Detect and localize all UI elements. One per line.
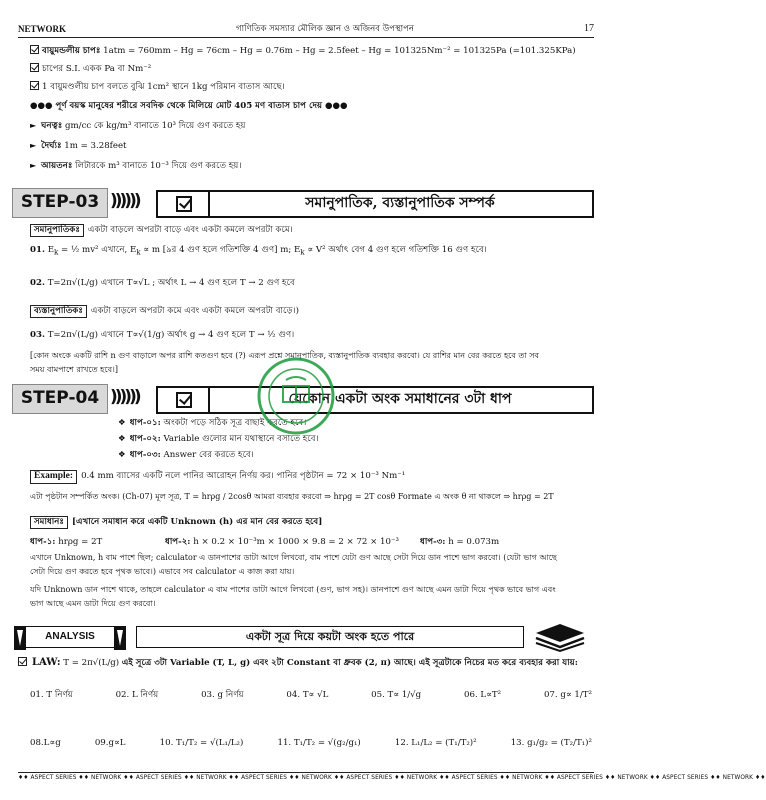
law-use-item: 02. L নির্ণয় xyxy=(115,690,159,700)
inverse-definition: ব্যস্তানুপাতিকঃ একটা বাড়লে অপরটা কমে এবং একটা কমলে অপরটা বাড়ে।) xyxy=(30,305,592,318)
one-atm-line: 1 বায়ুমণ্ডলীয় চাপ বলতে বুঝি 1cm² স্থানে 1kg পরিমান বাতাস আছে। xyxy=(30,81,592,93)
law-use-item: 01. T নির্ণয় xyxy=(30,690,73,700)
solution-heading: সমাধানঃ [এখানে সমাধান করে একটি Unknown (h) এর মান বের করতে হবে] xyxy=(30,516,592,529)
checkbox-icon xyxy=(30,45,39,54)
triangle-bullet-icon: ► xyxy=(30,161,37,170)
law-use-item: 10. T₁/T₂ = √(L₁/L₂) xyxy=(159,738,244,748)
note-line-1: [কোন অংকে একটি রাশি n গুণ বাড়ালে অপর রাশি কতগুণ হবে (?) এরূপ প্রশ্নে সমানুপাতিক, ব্যস্তানুপাতিক ব্যবহার করবো। যে রাশির মান বের করতে হবে তা সব xyxy=(30,351,539,360)
header-left: NETWORK xyxy=(18,23,67,34)
page-number: 17 xyxy=(583,22,594,34)
volume-line: ► আয়তনঃ লিটারকে m³ বানাতে 10⁻³ দিয়ে গুণ করতে হয়। xyxy=(30,161,242,171)
body-pressure-line: ●●● পূর্ণ বয়স্ক মানুষের শরীরে সবদিক থেকে মিলিয়ে মোট 405 মণ বাতাস চাপ দেয় ●●● xyxy=(30,101,348,111)
step-title: সমানুপাতিক, ব্যস্তানুপাতিক সম্পর্ক xyxy=(305,195,495,212)
explanation-line-2: সেটা দিয়ে গুণ করতে হবে পৃথক ভাবে।) এভাবে সব calculator এ কাজ করা যায়। xyxy=(30,567,295,576)
step-title-box xyxy=(156,386,594,414)
law-use-item: 05. T∝ 1/√g xyxy=(371,690,422,700)
proportional-definition: সমানুপাতিকঃ একটা বাড়লে অপরটা বাড়ে এবং একটা কমলে অপরটা কমে। xyxy=(30,224,592,237)
analysis-banner xyxy=(14,626,594,648)
note-line-2: সময় বামপাশে রাখতে হবে।] xyxy=(30,365,119,374)
diamond-bullet-icon: ❖ xyxy=(118,450,126,460)
solve-step-2: ধাপ-২: h × 0.2 × 10⁻³m × 1000 × 9.8 = 2 × 72 × 10⁻³ xyxy=(165,537,399,547)
solve-step-1: ধাপ-১: hrρg = 2T xyxy=(30,537,103,547)
law-use-item: 13. g₁/g₂ = (T₂/T₁)² xyxy=(510,738,592,748)
analysis-title: একটা সূত্র দিয়ে কয়টা অংক হতে পারে xyxy=(136,626,524,648)
example-03: 03. T=2π√(L/g) এখানে T∝√(1/g) অর্থাৎ g → 4 গুণ হলে T → ½ গুণ। xyxy=(30,330,295,340)
explanation-line-3: যদি Unknown ডান পাশে থাকে, তাহলে calculator এ বাম পাশের ডাটা আগে লিখবো (গুণ, ভাগ সহ)। ডানপাশে গুণ আছে এমন ডাটা দিয়ে পৃথক ভাবে ভাগ এবং xyxy=(30,585,556,594)
length-line: ► দৈর্ঘ্যঃ 1m = 3.28feet xyxy=(30,141,127,151)
step-title-box xyxy=(156,190,594,218)
checkbox-icon xyxy=(176,196,192,212)
arrow-chevrons: )))))) xyxy=(110,191,139,211)
page-footer: ♦♦ ASPECT SERIES ♦♦ NETWORK ♦♦ ASPECT SERIES ♦♦ NETWORK ♦♦ ASPECT SERIES ♦♦ NETWORK ♦♦ ASPECT SERIES ♦♦ NETWORK ♦♦ ASPECT SERIES ♦♦ NETWORK ♦♦ ASPECT SERIES ♦♦ NETWORK ♦♦ ASPECT SERIES ♦♦ NETWORK ♦♦ xyxy=(18,772,594,782)
law-uses-row-1 xyxy=(30,690,592,701)
law-use-item: 07. g∝ 1/T² xyxy=(543,690,592,700)
bracket-icon xyxy=(14,626,26,650)
explanation-line-4: ভাগ আছে এমন ডাটা দিয়ে গুণ করবো। xyxy=(30,599,156,608)
law-use-item: 04. T∝ √L xyxy=(286,690,329,700)
law-use-item: 08.L∝g xyxy=(30,738,61,748)
procedure-step-1: ❖ ধাপ-০১: অংকটা পড়ে সঠিক সূত্র বাছাই করতে হবে। xyxy=(118,418,307,428)
checkbox-icon xyxy=(30,81,39,90)
step-title: যেকোন একটা অংক সমাধানের ৩টা ধাপ xyxy=(288,391,512,408)
law-use-item: 06. L∝T² xyxy=(464,690,502,700)
example-01: 01. $E_k$ = ½ mv² এখানে, $E_k \propto m$ [৯র 4 গুণ হলে গতিশক্তি 4 গুণ] m; $E_k \propto V^2$ অর্থাৎ বেগ 4 গুণ হলে গতিশক্তি 16 গুণ হবে। xyxy=(30,245,487,257)
step-tag: STEP-03 xyxy=(12,188,108,218)
diamond-bullet-icon: ❖ xyxy=(118,434,126,444)
page-header xyxy=(18,22,594,38)
analysis-label-box: ANALYSIS xyxy=(14,626,126,648)
arrow-chevrons: )))))) xyxy=(110,387,139,407)
checkbox-icon xyxy=(30,63,39,72)
surface-tension-formula: এটা পৃষ্ঠটান সম্পর্কিত অংক। (Ch-07) মূল সূত্র, T = hrρg / 2cosθ আমরা ব্যবহার করবো ⇒ hrρg = 2T cosθ Formate এ অংক θ না থাকলে ⇒ hrρg = 2T xyxy=(30,492,554,501)
law-use-item: 09.g∝L xyxy=(94,738,126,748)
solution-steps xyxy=(30,537,592,548)
triangle-bullet-icon: ► xyxy=(30,141,37,150)
procedure-step-2: ❖ ধাপ-০২: Variable গুলোর মান যথাস্থানে বসাতে হবে। xyxy=(118,434,319,444)
law-use-item: 03. g নির্ণয় xyxy=(201,690,244,700)
law-line: LAW: T = 2π√(L/g) এই সূত্রে ৩টা Variable (T, L, g) এবং ২টা Constant বা ধ্রুবক (2, π) আছে। এই সূত্রটাকে নিচের মত করে ব্যবহার করা যায়: xyxy=(18,657,592,670)
triangle-bullet-icon: ► xyxy=(30,121,37,130)
bracket-icon xyxy=(114,626,126,650)
diamond-bullet-icon: ❖ xyxy=(118,418,126,428)
density-line: ► ঘনত্বঃ gm/cc কে kg/m³ বানাতে 10³ দিয়ে গুণ করতে হয় xyxy=(30,121,246,131)
checkbox-icon xyxy=(176,392,192,408)
step-tag: STEP-04 xyxy=(12,384,108,414)
square-bullet-icon xyxy=(18,657,27,666)
layers-icon xyxy=(532,622,588,652)
pressure-line: বায়ুমন্ডলীয় চাপঃ 1atm = 760mm – Hg = 76cm – Hg = 0.76m – Hg = 2.5feet – Hg = 101325Nm⁻² = 101325Pa (=101.325KPa) xyxy=(30,45,592,57)
solve-step-3: ধাপ-৩: h = 0.073m xyxy=(420,537,500,547)
law-uses-row-2 xyxy=(30,738,592,749)
explanation-line-1: এখানে Unknown, h বাম পাশে ছিল; calculator এ ডানপাশের ডাটা আগে লিখবো, বাম পাশে যেটা গুণ আছে সেটা দিয়ে ডান পাশে ভাগ করবো। (যেটা ভাগ আছে xyxy=(30,553,557,562)
watermark-stamp xyxy=(256,356,336,436)
law-use-item: 11. T₁/T₂ = √(g₂/g₁) xyxy=(277,738,361,748)
header-title: গাণিতিক সমস্যার মৌলিক জ্ঞান ও অজিনব উপস্থাপন xyxy=(236,24,414,35)
si-unit-line: চাপের S.I. একক Pa বা Nm⁻² xyxy=(30,63,592,75)
law-use-item: 12. L₁/L₂ = (T₁/T₂)² xyxy=(394,738,477,748)
step-03-banner xyxy=(12,188,594,218)
procedure-step-3: ❖ ধাপ-০৩: Answer বের করতে হবে। xyxy=(118,450,254,460)
example-problem: Example: 0.4 mm ব্যাসের একটি নলে পানির আরোহন নির্ণয় কর। পানির পৃষ্ঠটান = 72 × 10⁻³ Nm⁻¹ xyxy=(30,470,592,484)
example-02: 02. T=2π√(L/g) এখানে T∝√L ; অর্থাৎ L → 4 গুণ হলে T → 2 গুণ হবে xyxy=(30,278,295,288)
